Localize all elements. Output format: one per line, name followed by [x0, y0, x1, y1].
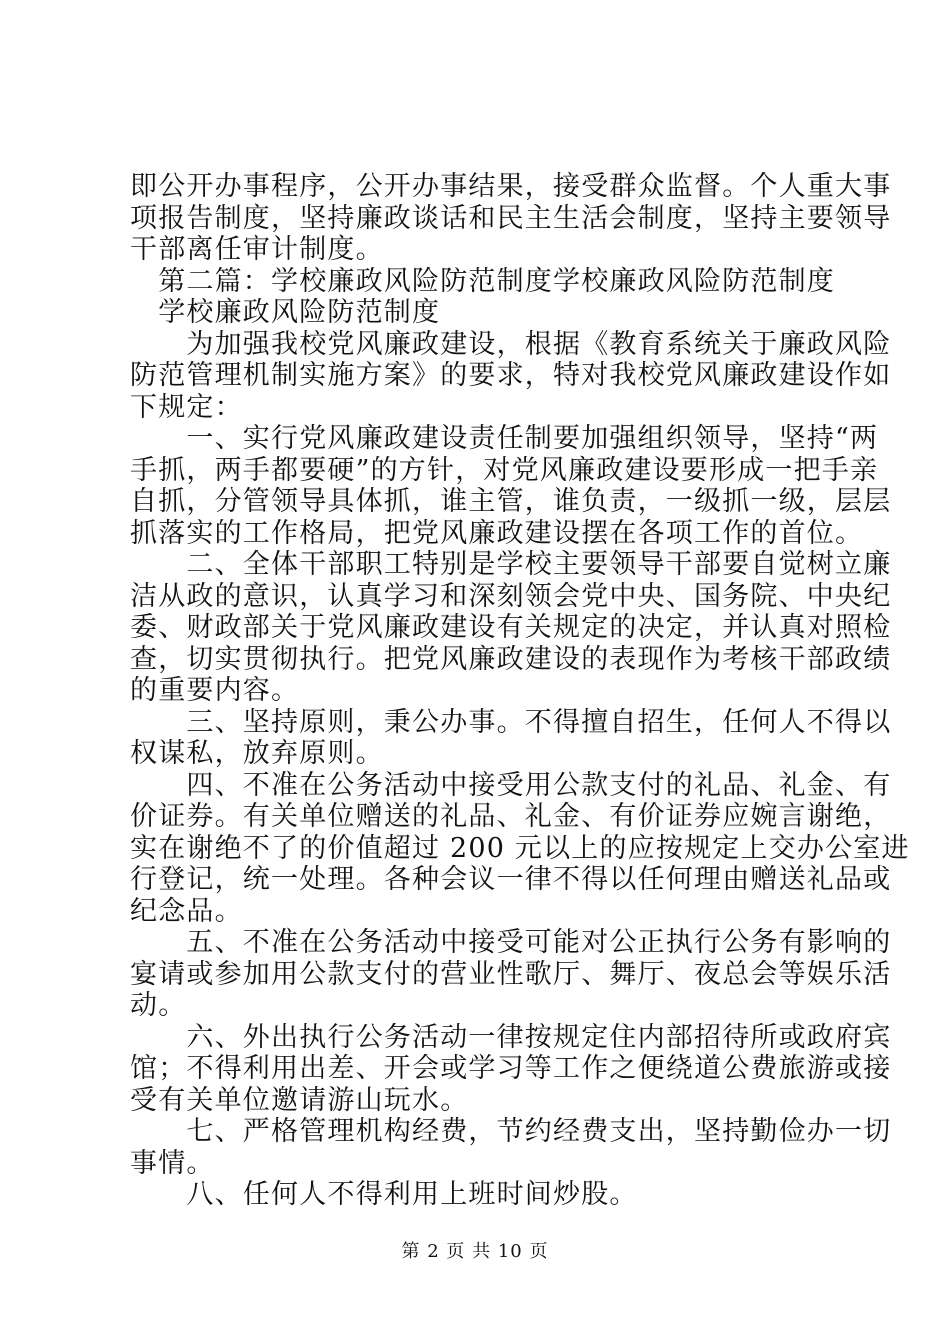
- text-line: 馆；不得利用出差、开会或学习等工作之便绕道公费旅游或接: [130, 1053, 892, 1084]
- text-line: 洁从政的意识，认真学习和深刻领会党中央、国务院、中央纪: [130, 580, 892, 612]
- text-line: 动。: [130, 990, 187, 1021]
- page-number-footer: 第 2 页 共 10 页: [401, 1241, 549, 1262]
- text-line: 五、不准在公务活动中接受可能对公正执行公务有影响的: [130, 927, 892, 958]
- text-line: 的重要内容。: [130, 675, 300, 706]
- text-line: 自抓，分管领导具体抓，谁主管，谁负责，一级抓一级，层层: [130, 486, 892, 517]
- text-line: 七、严格管理机构经费，节约经费支出，坚持勤俭办一切: [130, 1116, 892, 1147]
- text-line: 实在谢绝不了的价值超过 200 元以上的应按规定上交办公室进: [130, 832, 910, 864]
- text-line: 受有关单位邀请游山玩水。: [130, 1084, 469, 1116]
- text-line: 价证券。有关单位赠送的礼品、礼金、有价证券应婉言谢绝，: [130, 801, 892, 832]
- text-line: 抓落实的工作格局，把党风廉政建设摆在各项工作的首位。: [130, 517, 864, 549]
- section-subheading: 学校廉政风险防范制度: [130, 297, 441, 328]
- text-line: 二、全体干部职工特别是学校主要领导干部要自觉树立廉: [130, 549, 892, 580]
- text-line: 三、坚持原则，秉公办事。不得擅自招生，任何人不得以: [130, 706, 892, 738]
- section-heading: 第二篇：学校廉政风险防范制度学校廉政风险防范制度: [130, 265, 835, 297]
- text-line: 委、财政部关于党风廉政建设有关规定的决定，并认真对照检: [130, 612, 892, 643]
- text-line: 四、不准在公务活动中接受用公款支付的礼品、礼金、有: [130, 769, 892, 801]
- text-line: 宴请或参加用公款支付的营业性歌厅、舞厅、夜总会等娱乐活: [130, 958, 892, 990]
- text-line: 查，切实贯彻执行。把党风廉政建设的表现作为考核干部政绩: [130, 643, 892, 675]
- text-line: 权谋私，放弃原则。: [130, 738, 384, 769]
- text-line: 即公开办事程序，公开办事结果，接受群众监督。个人重大事: [130, 171, 892, 202]
- text-line: 防范管理机制实施方案》的要求，特对我校党风廉政建设作如: [130, 360, 892, 391]
- text-line: 纪念品。: [130, 895, 243, 927]
- text-line: 行登记，统一处理。各种会议一律不得以任何理由赠送礼品或: [130, 864, 892, 895]
- text-line: 事情。: [130, 1147, 215, 1179]
- text-line: 八、任何人不得利用上班时间炒股。: [130, 1179, 638, 1210]
- text-line: 六、外出执行公务活动一律按规定住内部招待所或政府宾: [130, 1021, 892, 1053]
- text-line: 手抓，两手都要硬”的方针，对党风廉政建设要形成一把手亲: [130, 454, 879, 486]
- text-line: 下规定：: [130, 391, 243, 423]
- text-line: 干部离任审计制度。: [130, 234, 384, 265]
- text-line: 项报告制度，坚持廉政谈话和民主生活会制度，坚持主要领导: [130, 202, 892, 234]
- text-line: 一、实行党风廉政建设责任制要加强组织领导，坚持“两: [130, 423, 879, 454]
- text-line: 为加强我校党风廉政建设，根据《教育系统关于廉政风险: [130, 328, 892, 360]
